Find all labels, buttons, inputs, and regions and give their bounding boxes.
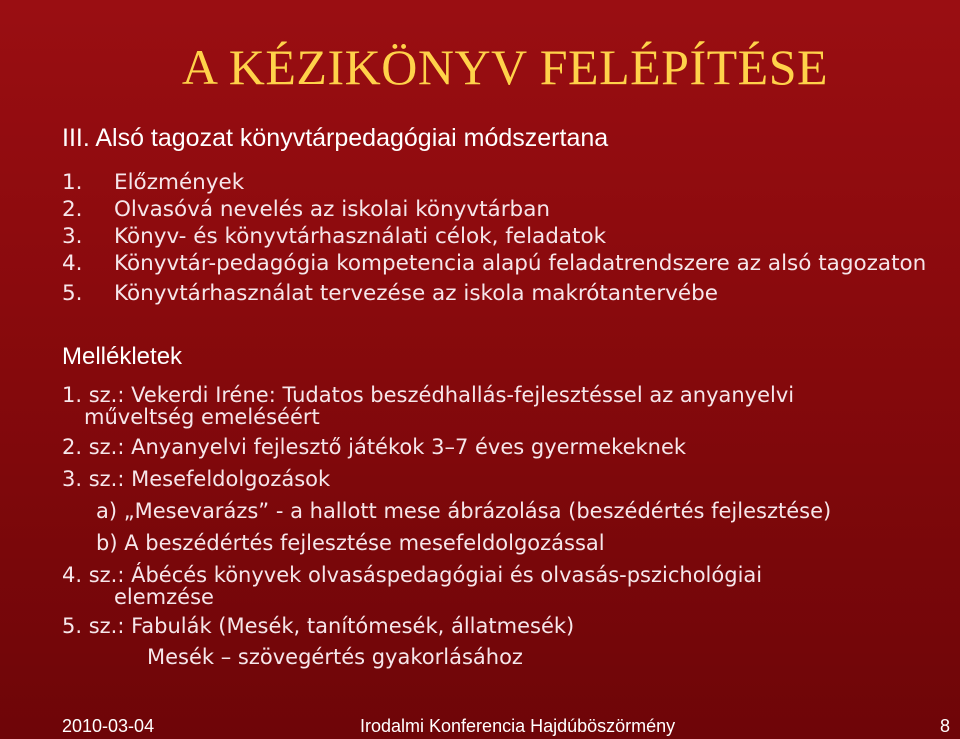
- appendix-item: 3. sz.: Mesefeldolgozások: [62, 467, 331, 491]
- appendix-item: 4. sz.: Ábécés könyvek olvasáspedagógiai és olvasás-pszichológiai: [62, 563, 763, 587]
- appendix-item-continuation: elemzése: [114, 585, 214, 609]
- item-text: Olvasóvá nevelés az iskolai könyvtárban: [114, 197, 550, 222]
- item-text: Előzmények: [114, 170, 245, 195]
- footer-title: Irodalmi Konferencia Hajdúböszörmény: [360, 716, 676, 736]
- list-item: [62, 280, 934, 307]
- item-number: 5.: [62, 281, 83, 306]
- appendix-item-continuation: műveltség emeléséért: [84, 405, 320, 429]
- item-text: Könyv- és könyvtárhasználati célok, feladatok: [114, 224, 607, 249]
- appendix-subitem: a) „Mesevarázs” - a hallott mese ábrázolása (beszédértés fejlesztése): [96, 499, 832, 523]
- item-text: Könyvtár-pedagógia kompetencia alapú feladatrendszere az alsó tagozaton: [114, 251, 927, 276]
- contents-list: [62, 169, 934, 307]
- footer-date: 2010-03-04: [62, 716, 155, 736]
- appendices-list: [62, 380, 957, 669]
- appendix-item: 1. sz.: Vekerdi Iréne: Tudatos beszédhallás-fejlesztéssel az anyanyelvi: [62, 383, 795, 407]
- item-number: 3.: [62, 224, 83, 249]
- appendix-item: 2. sz.: Anyanyelvi fejlesztő játékok 3–7 éves gyermekeknek: [62, 435, 687, 459]
- slide-title: A KÉZIKÖNYV FELÉPÍTÉSE: [181, 39, 829, 95]
- list-item: [62, 223, 934, 250]
- item-number: 2.: [62, 197, 83, 222]
- list-item: [62, 252, 934, 276]
- list-item: [62, 169, 934, 196]
- appendix-item-continuation: Mesék – szövegértés gyakorlásához: [147, 645, 523, 669]
- appendix-subitem: b) A beszédértés fejlesztése mesefeldolgozással: [96, 531, 605, 555]
- item-number: 1.: [62, 170, 83, 195]
- appendix-item: 5. sz.: Fabulák (Mesék, tanítómesék, állatmesék): [62, 614, 575, 638]
- item-number: 4.: [62, 251, 83, 276]
- appendices-heading: Mellékletek: [62, 343, 183, 370]
- page-number: 8: [940, 716, 951, 736]
- item-text: Könyvtárhasználat tervezése az iskola makrótantervébe: [114, 281, 718, 306]
- list-item: [62, 196, 934, 223]
- section-heading: III. Alsó tagozat könyvtárpedagógiai módszertana: [62, 124, 609, 152]
